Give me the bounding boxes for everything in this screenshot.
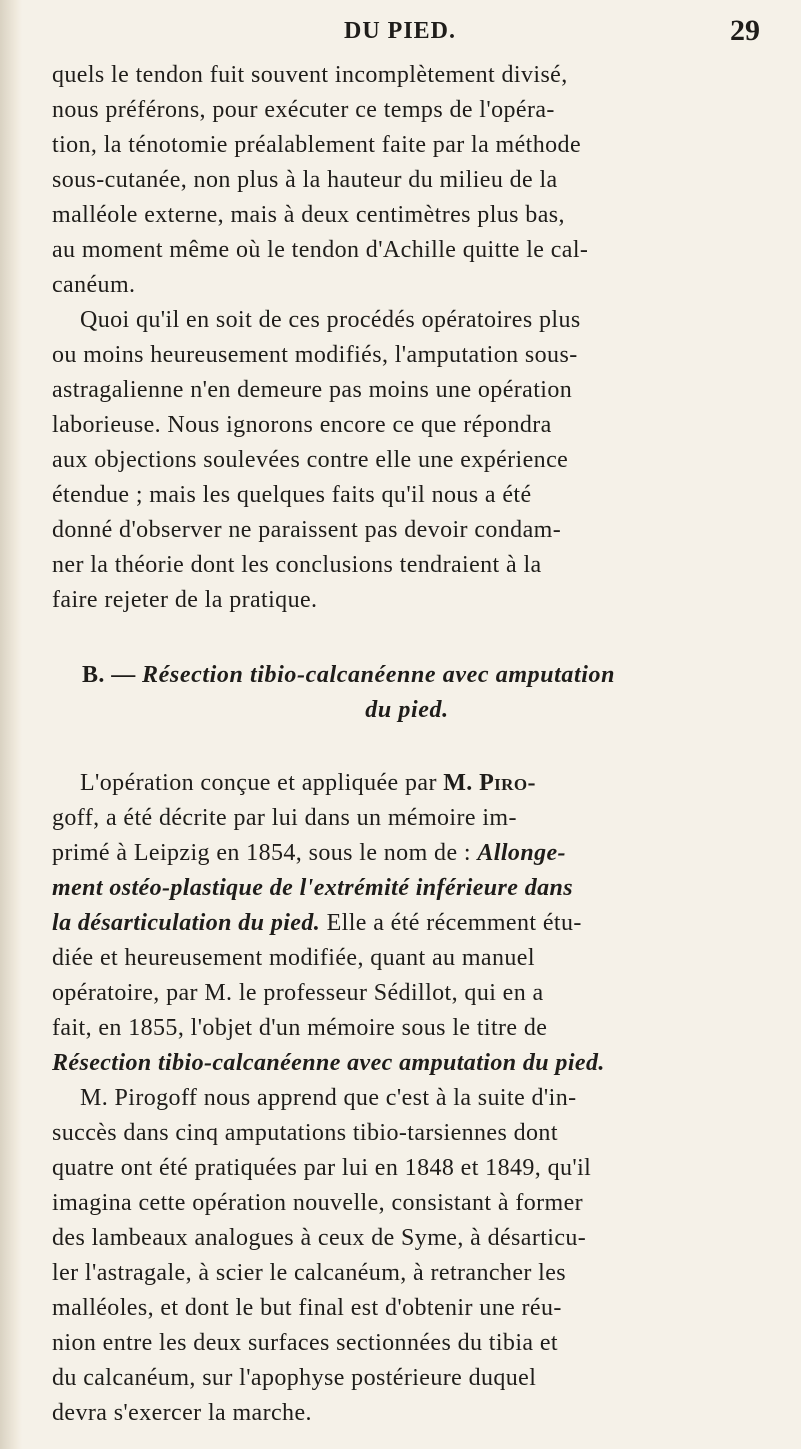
text-line: aux objections soulevées contre elle une expérience — [52, 447, 569, 473]
text-line: malléole externe, mais à deux centimètres plus bas, — [52, 202, 565, 228]
work-title: ment ostéo-plastique de l'extrémité inférieure dans — [52, 875, 574, 901]
text-line — [52, 766, 762, 801]
page-number: 29 — [730, 14, 760, 47]
text-line: malléoles, et dont le but final est d'obtenir une réu- — [52, 1295, 562, 1321]
text-line — [52, 871, 762, 906]
text-line: Quoi qu'il en soit de ces procédés opératoires plus — [80, 307, 581, 333]
section-title-part-1: Résection tibio-calcanéenne avec amputation — [142, 662, 616, 688]
text-span: Elle a été récemment étu- — [326, 910, 582, 936]
text-line: ou moins heureusement modifiés, l'amputation sous- — [52, 342, 578, 368]
text-line: nion entre les deux surfaces sectionnées du tibia et — [52, 1330, 558, 1356]
text-line — [52, 1046, 762, 1081]
section-label: B. — — [82, 662, 136, 688]
text-span: L'opération conçue et appliquée par — [80, 770, 437, 796]
text-line: quatre ont été pratiquées par lui en 1848 et 1849, qu'il — [52, 1155, 592, 1181]
text-line: donné d'observer ne paraissent pas devoir condam- — [52, 517, 562, 543]
work-title: Allonge- — [477, 840, 566, 866]
section-title-part-2: du pied. — [365, 697, 449, 723]
paragraph-2 — [52, 303, 762, 618]
text-line: canéum. — [52, 272, 136, 298]
paragraph-4 — [52, 1081, 762, 1431]
work-title: Résection tibio-calcanéenne avec amputation du pied. — [52, 1050, 605, 1076]
work-title: la désarticulation du pied. — [52, 910, 321, 936]
page-gutter — [0, 0, 22, 1449]
text-line: ner la théorie dont les conclusions tendraient à la — [52, 552, 542, 578]
text-line: ler l'astragale, à scier le calcanéum, à retrancher les — [52, 1260, 567, 1286]
text-line: fait, en 1855, l'objet d'un mémoire sous le titre de — [52, 1015, 548, 1041]
text-line: astragalienne n'en demeure pas moins une opération — [52, 377, 573, 403]
text-line — [52, 906, 762, 941]
section-heading-line-2 — [52, 693, 762, 728]
section-heading-line-1 — [52, 658, 762, 693]
text-line: du calcanéum, sur l'apophyse postérieure duquel — [52, 1365, 537, 1391]
running-head: DU PIED. — [344, 18, 457, 44]
text-line: faire rejeter de la pratique. — [52, 587, 318, 613]
paragraph-1 — [52, 58, 762, 303]
text-line: succès dans cinq amputations tibio-tarsiennes dont — [52, 1120, 558, 1146]
text-line: sous-cutanée, non plus à la hauteur du milieu de la — [52, 167, 558, 193]
text-line: opératoire, par M. le professeur Sédillot, qui en a — [52, 980, 544, 1006]
text-line: des lambeaux analogues à ceux de Syme, à désarticu- — [52, 1225, 587, 1251]
text-line: M. Pirogoff nous apprend que c'est à la suite d'in- — [80, 1085, 577, 1111]
paragraph-3 — [52, 766, 762, 1081]
text-line: étendue ; mais les quelques faits qu'il nous a été — [52, 482, 532, 508]
page-header — [60, 14, 760, 54]
text-line: au moment même où le tendon d'Achille quitte le cal- — [52, 237, 589, 263]
text-span: primé à Leipzig en 1854, sous le nom de : — [52, 840, 471, 866]
text-line: goff, a été décrite par lui dans un mémoire im- — [52, 805, 517, 831]
text-line: imagina cette opération nouvelle, consistant à former — [52, 1190, 584, 1216]
text-line: quels le tendon fuit souvent incomplètement divisé, — [52, 62, 568, 88]
text-line: diée et heureusement modifiée, quant au manuel — [52, 945, 535, 971]
body-text — [52, 58, 762, 1431]
section-heading — [52, 658, 762, 728]
text-line — [52, 836, 762, 871]
text-line: nous préférons, pour exécuter ce temps de l'opéra- — [52, 97, 555, 123]
text-line: devra s'exercer la marche. — [52, 1400, 312, 1426]
text-line: laborieuse. Nous ignorons encore ce que répondra — [52, 412, 552, 438]
author-name: M. Piro- — [443, 770, 536, 796]
text-line: tion, la ténotomie préalablement faite par la méthode — [52, 132, 581, 158]
